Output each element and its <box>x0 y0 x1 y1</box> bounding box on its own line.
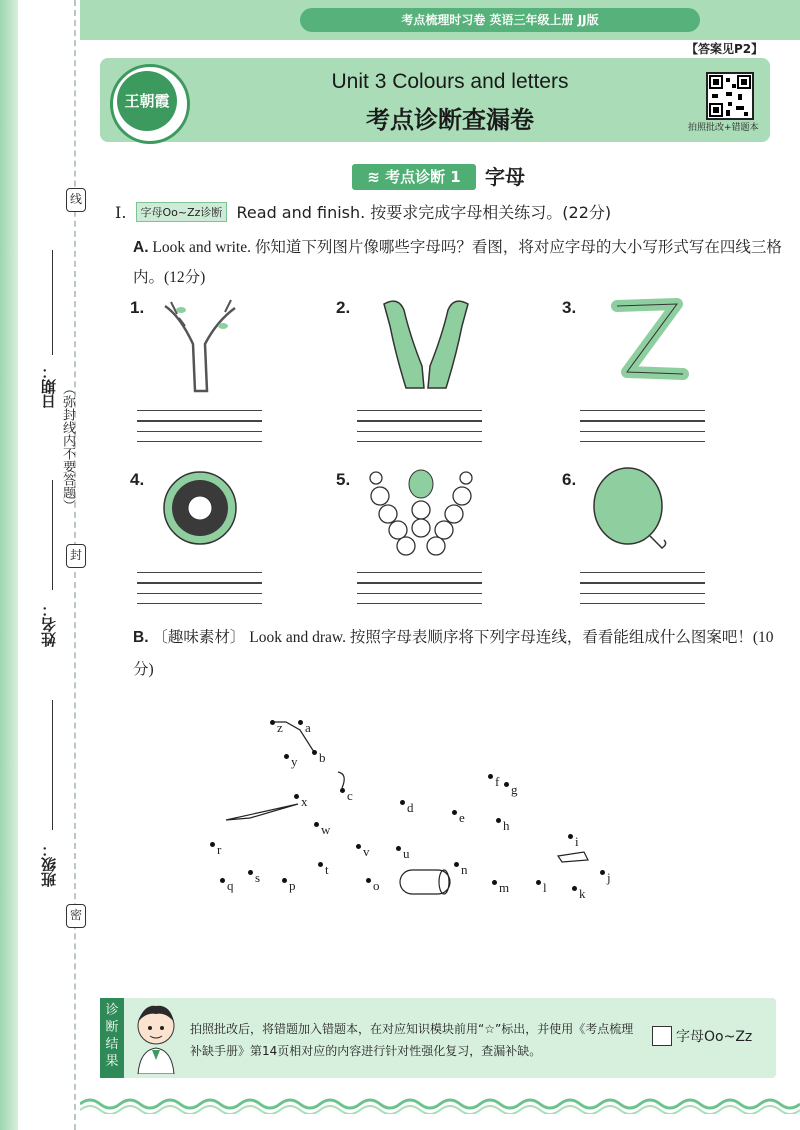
name-line <box>52 480 53 590</box>
question-tag: 字母Oo~Zz诊断 <box>136 202 228 222</box>
answer-reference: 【答案见P2】 <box>686 42 764 56</box>
dot-n[interactable] <box>454 862 459 867</box>
write-lines-3[interactable] <box>580 410 705 450</box>
dot-z[interactable] <box>270 720 275 725</box>
dot-v[interactable] <box>356 844 361 849</box>
seal-mark-mid: 封 <box>66 544 86 568</box>
balloon-q-icon <box>590 464 674 554</box>
part-b-text: Look and draw. 按照字母表顺序将下列字母连线，看看能组成什么图案吧！(10分) <box>133 629 774 678</box>
dot-m[interactable] <box>492 880 497 885</box>
dot-label-a: a <box>305 720 311 735</box>
write-lines-2[interactable] <box>357 410 482 450</box>
date-line <box>52 250 53 355</box>
date-label: 日期： <box>40 364 58 409</box>
dot-x[interactable] <box>294 794 299 799</box>
dot-b[interactable] <box>312 750 317 755</box>
bottom-wave-border <box>80 1094 800 1114</box>
dot-label-s: s <box>255 870 261 885</box>
question-1 <box>115 200 611 223</box>
class-line <box>52 700 53 830</box>
part-b-instruction <box>133 622 783 686</box>
item-number-1: 1. <box>130 298 145 317</box>
dot-label-p: p <box>289 878 296 893</box>
binding-stripe <box>0 0 18 1130</box>
branch-y-icon <box>155 296 245 396</box>
part-b-label: B. <box>133 629 149 646</box>
diagnosis-text: 拍照批改后，将错题加入错题本，在对应知识模块前用“☆”标出，并使用《考点梳理补缺手册》第14页相对应的内容进行针对性强化复习，查漏补缺。 <box>190 1022 634 1058</box>
qr-code-icon[interactable] <box>706 72 754 120</box>
dot-label-e: e <box>459 810 465 825</box>
dot-r[interactable] <box>210 842 215 847</box>
item-number-5: 5. <box>336 470 351 489</box>
part-a-label: A. <box>133 239 149 256</box>
dot-a[interactable] <box>298 720 303 725</box>
dot-label-n: n <box>461 862 468 877</box>
dot-label-m: m <box>499 880 510 895</box>
item-number-6: 6. <box>562 470 577 489</box>
dot-label-v: v <box>363 844 370 859</box>
dot-label-f: f <box>495 774 500 789</box>
dot-label-q: q <box>227 878 234 893</box>
question-number: Ⅰ. <box>115 203 127 222</box>
dot-u[interactable] <box>396 846 401 851</box>
wave-icon: ≋ <box>367 168 386 186</box>
dot-e[interactable] <box>452 810 457 815</box>
dot-label-w: w <box>321 822 331 837</box>
series-title: 考点梳理时习卷 英语三年级上册 JJ版 <box>300 8 700 32</box>
dot-i[interactable] <box>568 834 573 839</box>
part-a-instruction <box>133 233 783 293</box>
dot-label-t: t <box>325 862 329 877</box>
bean-z-icon <box>605 294 695 390</box>
dot-label-d: d <box>407 800 414 815</box>
dot-label-g: g <box>511 782 518 797</box>
dot-label-r: r <box>217 842 222 857</box>
name-label: 姓名： <box>40 602 58 647</box>
dot-label-i: i <box>575 834 579 849</box>
dot-l[interactable] <box>536 880 541 885</box>
section-badge <box>352 164 476 190</box>
knowledge-checkbox-label: 字母Oo~Zz <box>676 1029 753 1045</box>
write-lines-4[interactable] <box>137 572 262 612</box>
paper-title: 考点诊断查漏卷 <box>366 106 534 134</box>
item-number-2: 2. <box>336 298 351 317</box>
seal-mark-top: 线 <box>66 188 86 212</box>
dot-g[interactable] <box>504 782 509 787</box>
write-lines-6[interactable] <box>580 572 705 612</box>
dot-label-k: k <box>579 886 586 901</box>
dot-j[interactable] <box>600 870 605 875</box>
dot-label-l: l <box>543 880 547 895</box>
connect-dots-area[interactable] <box>190 700 630 920</box>
dogs-w-icon <box>376 296 476 392</box>
logo-text: 王朝霞 <box>117 71 177 131</box>
dot-label-c: c <box>347 788 353 803</box>
section-badge-label: 考点诊断 1 <box>385 168 461 186</box>
dot-w[interactable] <box>314 822 319 827</box>
dot-c[interactable] <box>340 788 345 793</box>
part-a-text: Look and write. 你知道下列图片像哪些字母吗？看图，将对应字母的大小写形式写在四线三格内。(12分) <box>133 239 782 286</box>
dot-k[interactable] <box>572 886 577 891</box>
class-label: 班级： <box>40 842 58 887</box>
beads-w-icon <box>366 466 476 558</box>
seal-mark-bot: 密 <box>66 904 86 928</box>
item-number-3: 3. <box>562 298 577 317</box>
dot-d[interactable] <box>400 800 405 805</box>
dot-q[interactable] <box>220 878 225 883</box>
donut-o-icon <box>160 468 240 548</box>
part-b-tag: 〔趣味素材〕 <box>152 629 246 646</box>
dot-label-x: x <box>301 794 308 809</box>
dot-label-y: y <box>291 754 298 769</box>
dot-label-h: h <box>503 818 510 833</box>
item-number-4: 4. <box>130 470 145 489</box>
dot-f[interactable] <box>488 774 493 779</box>
dot-p[interactable] <box>282 878 287 883</box>
dot-y[interactable] <box>284 754 289 759</box>
student-avatar <box>130 1002 182 1074</box>
question-text: Read and finish. 按要求完成字母相关练习。(22分) <box>236 203 612 222</box>
dot-h[interactable] <box>496 818 501 823</box>
seal-warning: （弥封线内不要答题） <box>60 382 75 512</box>
dot-label-z: z <box>277 720 283 735</box>
diagnosis-label: 诊断结果 <box>100 998 124 1078</box>
dot-label-o: o <box>373 878 380 893</box>
dot-t[interactable] <box>318 862 323 867</box>
unit-title: Unit 3 Colours and letters <box>331 70 569 93</box>
write-lines-1[interactable] <box>137 410 262 450</box>
section-title: 字母 <box>485 165 525 189</box>
dot-o[interactable] <box>366 878 371 883</box>
write-lines-5[interactable] <box>357 572 482 612</box>
knowledge-checkbox[interactable] <box>652 1026 672 1046</box>
dot-label-j: j <box>607 870 611 885</box>
dot-label-u: u <box>403 846 410 861</box>
dot-label-b: b <box>319 750 326 765</box>
qr-caption: 拍照批改+错题本 <box>688 123 759 133</box>
dot-s[interactable] <box>248 870 253 875</box>
